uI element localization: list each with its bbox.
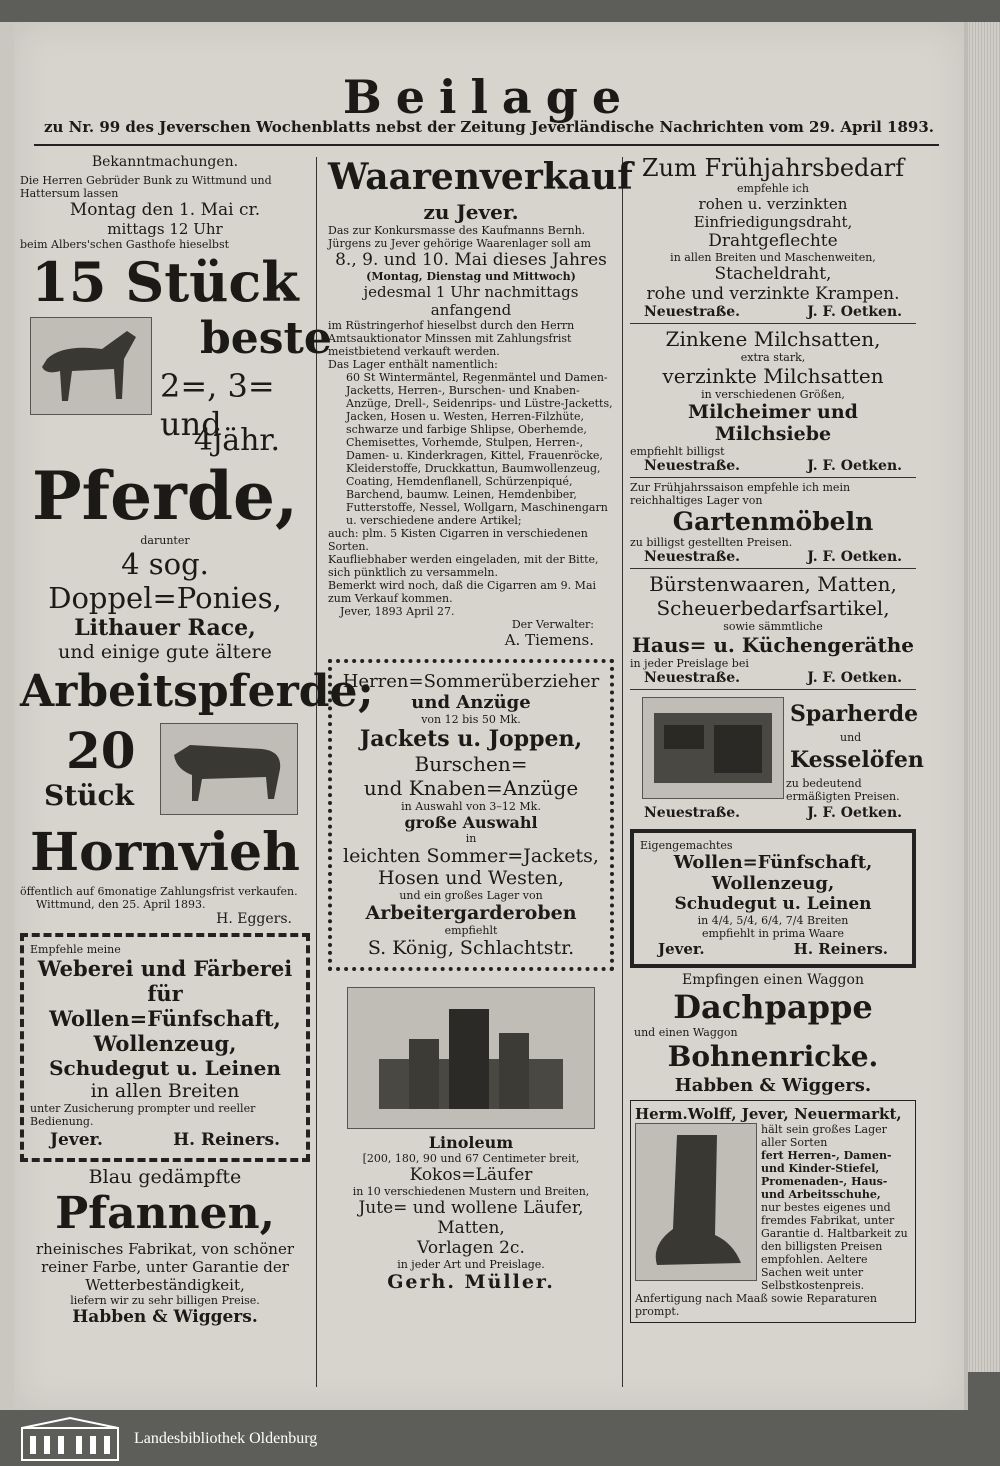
clothing-line-3: von 12 bis 50 Mk. (421, 713, 521, 726)
sale-para-3: Das Lager enthält namentlich: (328, 358, 498, 371)
weaving-place: Jever. (50, 1130, 103, 1150)
sale-time: jedesmal 1 Uhr nachmittags anfangend (363, 283, 579, 319)
garden-line-3: zu billigst gestellten Preisen. (630, 536, 793, 549)
weaving-recommend: Empfehle meine (30, 943, 121, 956)
sale-place: zu Jever. (423, 200, 519, 224)
cow-illustration (160, 723, 298, 815)
milk-line-6: empfiehlt billigst (630, 445, 725, 458)
page-stack-edge (964, 22, 1000, 1372)
oetken-street: Neuestraße. (644, 458, 741, 474)
weaving-line-3: Wollenzeug, (93, 1031, 237, 1056)
sale-title: Waarenverkauf (328, 156, 633, 198)
shoe-body (635, 1123, 911, 1292)
horses-heading: Pferde, (32, 457, 298, 535)
library-name: Landesbibliothek Oldenburg (134, 1430, 318, 1447)
roofing-line-1: Empfingen einen Waggon (682, 972, 864, 988)
linoleum-line-6: in jeder Art und Preislage. (397, 1258, 545, 1271)
library-building-icon (20, 1416, 120, 1462)
oetken-street: Neuestraße. (644, 304, 741, 320)
oetken-street: Neuestraße. (644, 805, 741, 821)
clothing-line-12: und ein großes Lager von (399, 889, 543, 902)
tiles-price-note: liefern wir zu sehr billigen Preise. (70, 1294, 260, 1307)
weaving-name: H. Reiners. (173, 1130, 280, 1150)
clothing-ad (328, 659, 614, 971)
horse-count: 15 Stück (31, 250, 299, 314)
sale-days: (Montag, Dienstag und Mittwoch) (366, 270, 576, 283)
clothing-line-13: Arbeitergarderoben (365, 902, 577, 924)
reiners-name: H. Reiners. (793, 940, 888, 958)
spring-line-6: rohe und verzinkte Krampen. (646, 284, 900, 304)
clothing-line-1: Herren=Sommerüberzieher (342, 671, 600, 692)
milk-line-2: extra stark, (740, 351, 806, 364)
linoleum-line-4: Jute= und wollene Läufer, Matten, (358, 1198, 584, 1238)
race-line: Lithauer Race, (74, 615, 256, 641)
sale-date: Jever, 1893 April 27. (340, 605, 455, 618)
linoleum-signature: Gerh. Müller. (387, 1271, 555, 1293)
spring-title: Zum Frühjahrsbedarf (641, 154, 905, 182)
sale-items: 60 St Wintermäntel, Regenmäntel und Damen-Jacketts, Herren-, Burschen- und Knaben-Anzüge, Drell-, Seidenrips- und Lüstre-Jacketts, Jacken, Hosen u. Westen, Herren-Filzhüte, schwarze und farbige Shlipse, Oberhemde, Chemisettes, Vorhemde, Stulpen, Herren-, Damen- u. Kinderkragen, Kittel, Frauenröcke, Kleiderstoffe, Druckkattun, Baumwollenzeug, Coating, Hemdenflanell, Schürzenpiqué, Barchend, baumw. Leinen, Hemdenbiber, Futterstoffe, Nessel, Wollgarn, Maschinengarn u. verschiedene andere Artikel; (346, 371, 613, 527)
reiners-line-1: Eigengemachtes (640, 839, 733, 852)
milk-line-5: Milcheimer und Milchsiebe (688, 401, 858, 445)
shoe-line-2: fert Herren-, Damen- und Kinder-Stiefel, Promenaden-, Haus- und Arbeitsschuhe, (761, 1149, 892, 1201)
workhorses-heading: Arbeitspferde; (20, 666, 374, 717)
oetken-name: J. F. Oetken. (807, 670, 902, 686)
sale-para-5: Bemerkt wird noch, daß die Cigarren am 9. Mai zum Verkauf kommen. (328, 579, 597, 605)
column-divider (622, 157, 623, 1387)
sale-admin-label: Der Verwalter: (511, 618, 594, 631)
divider (630, 689, 916, 690)
best-label: beste (200, 313, 332, 364)
column-3 (630, 154, 924, 1384)
garden-line-2: Gartenmöbeln (672, 507, 874, 536)
spring-line-5: Stacheldraht, (714, 264, 832, 284)
divider (630, 323, 916, 324)
horse-illustration (30, 317, 152, 415)
oetken-name: J. F. Oetken. (807, 458, 902, 474)
garden-line-1: Zur Frühjahrssaison empfehle ich mein reichhaltiges Lager von (630, 481, 851, 507)
roofing-line-4: Bohnenricke. (667, 1040, 879, 1073)
weaving-line-5: in allen Breiten (90, 1080, 240, 1102)
stove-illustration (642, 697, 784, 799)
weaving-line-2: für Wollen=Fünfschaft, (49, 981, 281, 1031)
sale-admin-name: A. Tiemens. (504, 631, 594, 649)
sale-dates: 8., 9. und 10. Mai dieses Jahres (335, 250, 607, 270)
oetken-name: J. F. Oetken. (807, 304, 902, 320)
brush-line-1: Bürstenwaaren, Matten, (649, 572, 897, 596)
linoleum-line-3: in 10 verschiedenen Mustern und Breiten, (352, 1185, 590, 1198)
clothing-line-10: leichten Sommer=Jackets, (343, 845, 599, 867)
linoleum-line-5: Vorlagen 2c. (417, 1238, 525, 1258)
oetken-signature-5 (630, 803, 916, 823)
auction-place: beim Albers'schen Gasthofe hieselbst (20, 238, 230, 251)
clothing-line-9: in (465, 832, 477, 845)
stove-block (630, 693, 924, 803)
spring-line-3: Drahtgeflechte (708, 231, 838, 251)
brush-line-3: sowie sämmtliche (723, 620, 823, 633)
oetken-signature-4 (630, 670, 916, 686)
spring-line-1: empfehle ich (737, 182, 809, 195)
stove-line-1: Sparherde (790, 701, 919, 727)
tiles-heading: Pfannen, (55, 1188, 275, 1239)
reiners-line-5: in 4/4, 5/4, 6/4, 7/4 Breiten (697, 914, 849, 927)
clothing-line-2: und Anzüge (411, 692, 531, 713)
oetken-signature-3 (630, 549, 916, 565)
reiners-place: Jever. (658, 940, 705, 958)
cattle-block (20, 721, 310, 821)
clothing-line-8: große Auswahl (404, 813, 538, 832)
oetken-signature-1 (630, 304, 916, 320)
shoe-ad (630, 1100, 916, 1323)
column-2 (328, 154, 633, 1384)
payment-terms: öffentlich auf 6monatige Zahlungsfrist verkaufen. (20, 885, 298, 898)
tiles-signature: Habben & Wiggers. (72, 1307, 258, 1327)
notices-heading: Bekanntmachungen. (91, 154, 239, 170)
sale-para-2: im Rüstringerhof hieselbst durch den Herrn Amtsauktionator Minssen mit Zahlungsfrist meistbietend verkauft werden. (328, 319, 575, 358)
among-label: darunter (140, 534, 190, 547)
spring-line-4: in allen Breiten und Maschenweiten, (670, 251, 876, 264)
tiles-line-1: Blau gedämpfte (88, 1166, 242, 1188)
stove-line-2: und (840, 731, 862, 744)
shoe-heading: Herm.Wolff, Jever, Neuermarkt, (635, 1105, 902, 1123)
brush-line-4: Haus= u. Küchengeräthe (631, 633, 915, 657)
milk-line-3: verzinkte Milchsatten (662, 364, 884, 388)
shoe-text (761, 1123, 911, 1292)
auction-time: mittags 12 Uhr (107, 220, 223, 238)
weaving-ad (20, 933, 310, 1162)
brush-line-5: in jeder Preislage bei (630, 657, 749, 670)
reiners-line-6: empfiehlt in prima Waare (702, 927, 844, 940)
neighbor-page-edge (0, 22, 15, 1410)
clothing-line-7: in Auswahl von 3–12 Mk. (401, 800, 541, 813)
library-footer (0, 1416, 1000, 1466)
newspaper-page (14, 22, 968, 1410)
reiners-signature (640, 940, 906, 958)
linoleum-title: Linoleum (428, 1133, 514, 1152)
spring-line-2: rohen u. verzinkten Einfriedigungsdraht, (693, 195, 853, 231)
divider (630, 568, 916, 569)
reiners-ad (630, 829, 916, 968)
clothing-line-4: Jackets u. Joppen, (359, 726, 583, 752)
ponies-line: 4 sog. Doppel=Ponies, (48, 547, 282, 615)
brush-line-2: Scheuerbedarfsartikel, (656, 596, 890, 620)
weaving-line-1: Weberei und Färberei (37, 956, 293, 981)
roofing-line-2: Dachpappe (673, 988, 873, 1026)
clothing-line-11: Hosen und Westen, (377, 867, 565, 889)
sale-para-4: Kaufliebhaber werden eingeladen, mit der Bitte, sich pünktlich zu versammeln. (328, 553, 599, 579)
wittmund-date: Wittmund, den 25. April 1893. (36, 898, 206, 911)
shoe-footer: Anfertigung nach Maaß sowie Reparaturen prompt. (635, 1292, 877, 1318)
milk-line-1: Zinkene Milchsatten, (665, 327, 881, 351)
auction-intro: Die Herren Gebrüder Bunk zu Wittmund und Hattersum lassen (20, 174, 272, 200)
stove-line-3: Kesselöfen (790, 747, 924, 773)
column-1 (20, 154, 374, 1384)
oetken-street: Neuestraße. (644, 549, 741, 565)
boot-illustration (635, 1123, 757, 1281)
linoleum-illustration (347, 987, 595, 1129)
reiners-line-2: Wollen=Fünfschaft, (673, 852, 873, 873)
masthead-title: Beilage (342, 70, 636, 124)
oetken-name: J. F. Oetken. (807, 549, 902, 565)
sale-para-1: Das zur Konkursmasse des Kaufmanns Bernh. Jürgens zu Jever gehörige Waarenlager soll am (328, 224, 591, 250)
weaving-signature (30, 1128, 300, 1152)
tiles-description: rheinisches Fabrikat, von schöner reiner Farbe, unter Garantie der Wetterbeständigkeit, (36, 1240, 294, 1294)
oetken-name: J. F. Oetken. (807, 805, 902, 821)
oetken-signature-2 (630, 458, 916, 474)
ages-label: 2=, 3= und (160, 367, 275, 443)
cattle-count: 20 (66, 721, 136, 780)
clothing-line-5: Burschen= (414, 752, 528, 776)
sale-cigars: auch: plm. 5 Kisten Cigarren in verschiedenen Sorten. (328, 527, 588, 553)
weaving-line-6: unter Zusicherung prompter und reeller Bedienung. (30, 1102, 256, 1128)
age-four: 4jähr. (193, 423, 280, 458)
older-line: und einige gute ältere (58, 641, 272, 663)
stove-line-4: zu bedeutend ermäßigten Preisen. (786, 777, 900, 803)
oetken-street: Neuestraße. (644, 670, 741, 686)
roofing-line-3: und einen Waggon (634, 1026, 738, 1039)
auction-date: Montag den 1. Mai cr. (69, 200, 261, 220)
clothing-line-15: S. König, Schlachtstr. (367, 937, 575, 959)
weaving-line-4: Schudegut u. Leinen (49, 1056, 281, 1080)
reiners-line-3: Wollenzeug, (711, 873, 835, 894)
shoe-line-1: hält sein großes Lager aller Sorten (761, 1123, 887, 1149)
milk-line-4: in verschiedenen Größen, (701, 388, 845, 401)
eggers-signature: H. Eggers. (216, 911, 292, 927)
masthead-subtitle: zu Nr. 99 des Jeverschen Wochenblatts nebst der Zeitung Jeverländische Nachrichten vom 29. April 1893. (44, 118, 934, 136)
masthead-rule (34, 144, 939, 146)
cattle-heading: Hornvieh (30, 822, 300, 883)
roofing-signature: Habben & Wiggers. (674, 1075, 872, 1096)
clothing-line-6: und Knaben=Anzüge (363, 776, 579, 800)
linoleum-line-1: [200, 180, 90 und 67 Centimeter breit, (362, 1152, 580, 1165)
clothing-line-14: empfiehlt (444, 924, 498, 937)
stueck-label: Stück (44, 779, 134, 812)
linoleum-line-2: Kokos=Läufer (409, 1165, 533, 1185)
shoe-line-3: nur bestes eigenes und fremdes Fabrikat, unter Garantie d. Haltbarkeit zu den billigsten Preisen empfohlen. Aeltere Sachen weit unter Selbstkostenpreis. (761, 1201, 908, 1292)
reiners-line-4: Schudegut u. Leinen (674, 894, 872, 914)
divider (630, 477, 916, 478)
